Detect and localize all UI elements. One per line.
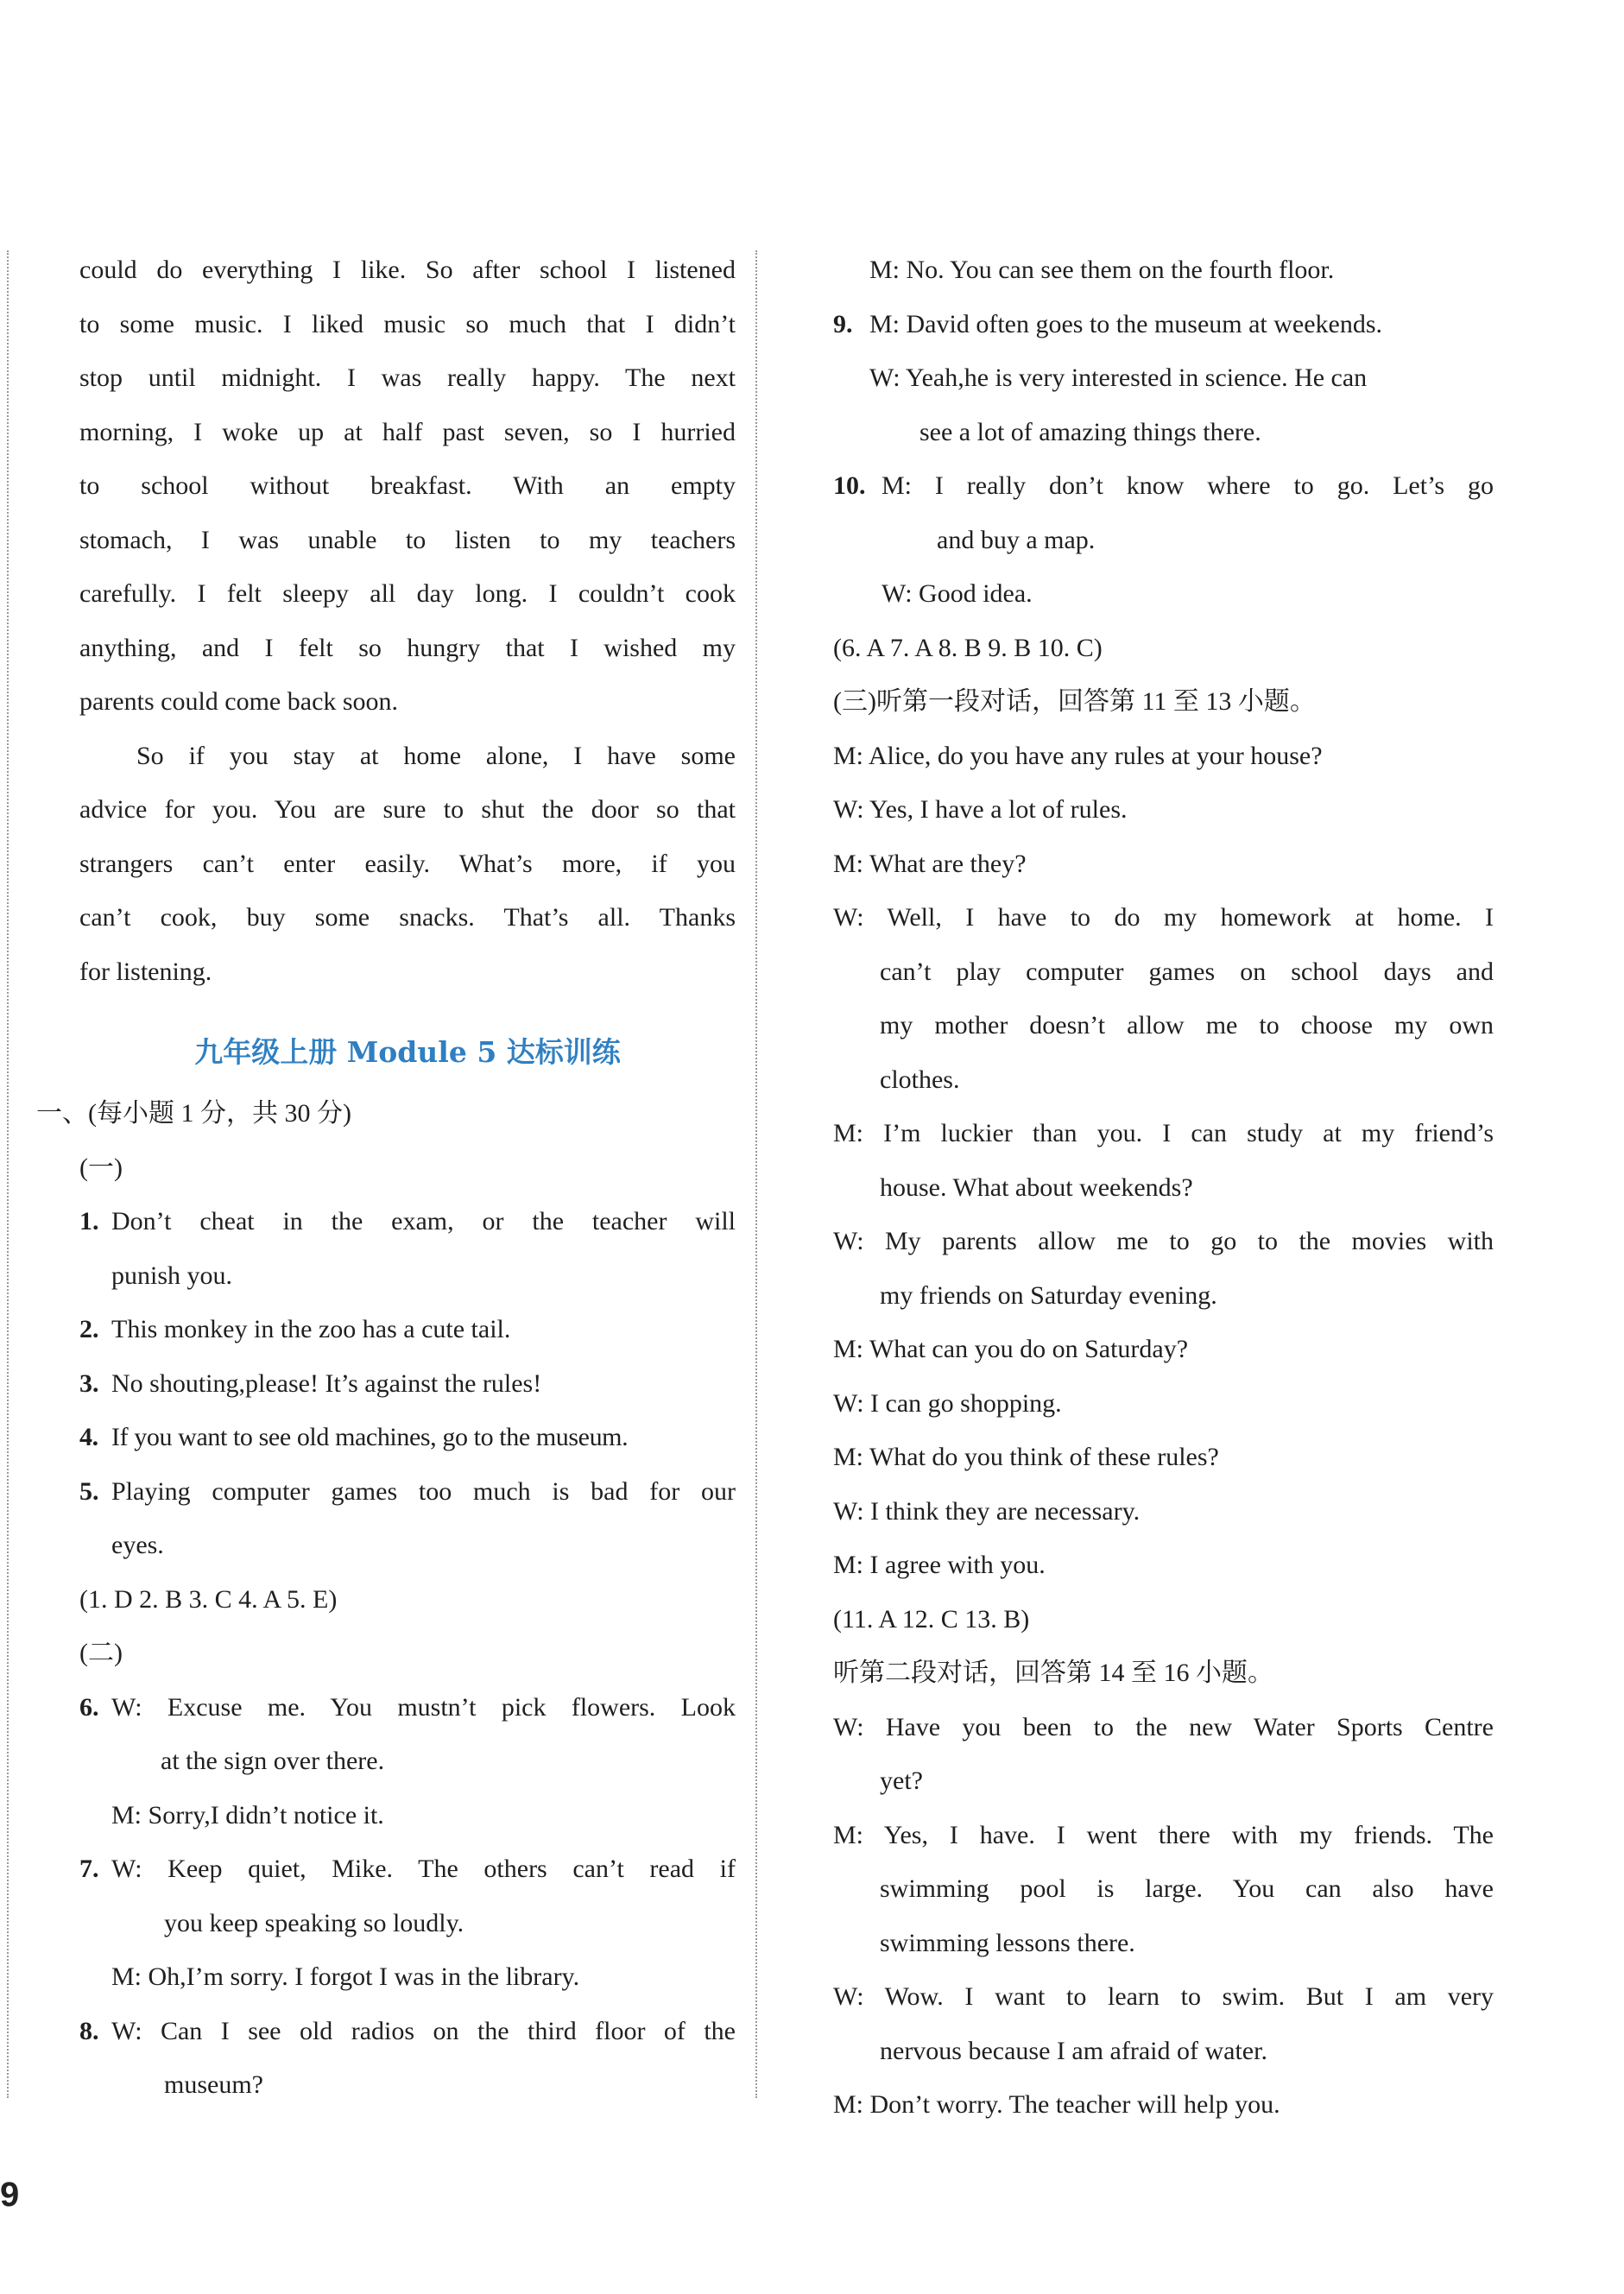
dialogue-continuation: house. What about weekends? (880, 1172, 1193, 1202)
dialogue-2 (833, 1701, 1494, 2133)
question-number: 4. (79, 1423, 98, 1451)
question-5 (79, 1465, 736, 1520)
essay-line: for listening. (79, 957, 212, 986)
question-10 (833, 459, 1494, 514)
dialogue-line: M: I’m luckier than you. I can study at my friend’s (833, 1119, 1494, 1147)
dialogue-continuation: and buy a map. (937, 525, 1096, 554)
essay-line: could do everything I like. So after school I listened (79, 256, 736, 284)
dialogue-continuation: museum? (164, 2070, 263, 2099)
part-label: (三)听第一段对话，回答第 11 至 13 小题。 (833, 687, 1316, 716)
dialogue-continuation: yet? (880, 1766, 923, 1795)
dialogue-continuation: clothes. (880, 1065, 960, 1094)
column-divider (755, 250, 757, 2098)
dialogue-continuation: you keep speaking so loudly. (164, 1908, 464, 1937)
question-text: No shouting,please! It’s against the rules! (111, 1368, 542, 1398)
question-text: Don’t cheat in the exam, or the teacher will (111, 1207, 736, 1235)
part-label: 听第二段对话，回答第 14 至 16 小题。 (833, 1659, 1273, 1687)
question-number: 5. (79, 1476, 99, 1506)
essay-line: to some music. I liked music so much that I didn’t (79, 309, 736, 338)
question-7 (79, 1842, 736, 1897)
question-1 (79, 1195, 736, 1249)
dialogue-line: M: Don’t worry. The teacher will help you. (833, 2090, 1280, 2119)
dialogue-line: M: What do you think of these rules? (833, 1443, 1219, 1471)
part-label: (二) (79, 1639, 123, 1667)
question-number: 2. (79, 1315, 99, 1343)
essay-line: carefully. I felt sleepy all day long. I couldn’t cook (79, 579, 736, 608)
left-column (36, 243, 736, 2113)
dialogue-line: W: Well, I have to do my homework at home. I (833, 903, 1494, 932)
essay-paragraph-2 (79, 730, 736, 1000)
answer-key: (6. A 7. A 8. B 9. B 10. C) (833, 633, 1103, 662)
dialogue-line: W: Keep quiet, Mike. The others can’t read if (111, 1855, 736, 1883)
question-text: If you want to see old machines, go to the museum. (111, 1423, 629, 1451)
section-heading: 九年级上册 Module 5 达标训练 (194, 1035, 621, 1069)
essay-line: can’t cook, buy some snacks. That’s all. Thanks (79, 903, 736, 932)
essay-line: So if you stay at home alone, I have some (136, 741, 736, 770)
essay-line: stop until midnight. I was really happy. The next (79, 363, 736, 392)
answer-key: (1. D 2. B 3. C 4. A 5. E) (79, 1584, 338, 1614)
dialogue-continuation: my friends on Saturday evening. (880, 1280, 1217, 1310)
dialogue-1 (833, 730, 1494, 1593)
question-number: 6. (79, 1692, 99, 1722)
question-number: 7. (79, 1855, 99, 1883)
question-3 (79, 1357, 736, 1412)
essay-paragraph-1 (79, 243, 736, 730)
dialogue-line: M: David often goes to the museum at weekends. (869, 309, 1383, 338)
dialogue-line: W: My parents allow me to go to the movies with (833, 1227, 1494, 1255)
right-column (833, 243, 1494, 2133)
dialogue-line: M: I agree with you. (833, 1551, 1046, 1579)
dialogue-continuation: my mother doesn’t allow me to choose my own (880, 1011, 1494, 1040)
dialogue-continuation: see a lot of amazing things there. (919, 417, 1261, 446)
question-2 (79, 1303, 736, 1357)
left-margin-line (7, 250, 9, 2098)
dialogue-line: W: I think they are necessary. (833, 1496, 1141, 1526)
dialogue-line: M: Sorry,I didn’t notice it. (111, 1800, 384, 1830)
essay-line: stomach, I was unable to listen to my teachers (79, 525, 736, 554)
part-label: (一) (79, 1153, 123, 1182)
dialogue-line: W: Excuse me. You mustn’t pick flowers. Look (111, 1692, 736, 1722)
dialogue-line: M: I really don’t know where to go. Let’s go (882, 471, 1494, 500)
question-text: This monkey in the zoo has a cute tail. (111, 1315, 511, 1343)
dialogue-line: M: Oh,I’m sorry. I forgot I was in the library. (111, 1962, 580, 1991)
dialogue-line: W: Yeah,he is very interested in science. He can (869, 363, 1368, 392)
dialogue-line: W: Yes, I have a lot of rules. (833, 795, 1128, 824)
section-instruction: 一、(每小题 1 分，共 30 分) (36, 1099, 351, 1128)
dialogue-line: W: Wow. I want to learn to swim. But I am very (833, 1982, 1494, 2011)
dialogue-line: W: I can go shopping. (833, 1388, 1062, 1418)
dialogue-continuation: swimming pool is large. You can also have (880, 1874, 1494, 1903)
dialogue-line: M: What are they? (833, 849, 1027, 878)
essay-line: parents could come back soon. (79, 687, 399, 716)
dialogue-continuation: nervous because I am afraid of water. (880, 2036, 1267, 2065)
dialogue-line: W: Can I see old radios on the third floor of the (111, 2016, 736, 2045)
dialogue-line: M: Yes, I have. I went there with my friends. The (833, 1820, 1494, 1849)
dialogue-continuation: swimming lessons there. (880, 1928, 1135, 1957)
essay-line: anything, and I felt so hungry that I wished my (79, 633, 736, 662)
question-number: 8. (79, 2016, 99, 2045)
question-9 (833, 298, 1494, 352)
question-8 (79, 2005, 736, 2059)
question-continuation: eyes. (111, 1531, 164, 1559)
dialogue-line: M: What can you do on Saturday? (833, 1335, 1189, 1363)
essay-line: strangers can’t enter easily. What’s more, if you (79, 849, 736, 878)
dialogue-line: W: Have you been to the new Water Sports Centre (833, 1712, 1494, 1741)
page-number: 9 (0, 2176, 20, 2214)
answer-key: (11. A 12. C 13. B) (833, 1604, 1030, 1634)
question-continuation: punish you. (111, 1261, 233, 1290)
question-number: 3. (79, 1368, 99, 1398)
question-number: 10. (833, 471, 866, 500)
question-6 (79, 1681, 736, 1735)
essay-line: to school without breakfast. With an empty (79, 471, 736, 500)
question-number: 1. (79, 1207, 99, 1235)
dialogue-continuation: at the sign over there. (161, 1747, 385, 1775)
essay-line: morning, I woke up at half past seven, so I hurried (79, 417, 736, 446)
essay-line: advice for you. You are sure to shut the door so that (79, 795, 736, 824)
question-text: Playing computer games too much is bad for our (111, 1476, 736, 1506)
question-number: 9. (833, 309, 853, 338)
dialogue-line: M: No. You can see them on the fourth floor. (869, 256, 1335, 284)
question-4 (79, 1411, 736, 1465)
dialogue-line: M: Alice, do you have any rules at your house? (833, 741, 1323, 770)
dialogue-continuation: can’t play computer games on school days and (880, 957, 1494, 986)
dialogue-line: W: Good idea. (882, 579, 1033, 608)
